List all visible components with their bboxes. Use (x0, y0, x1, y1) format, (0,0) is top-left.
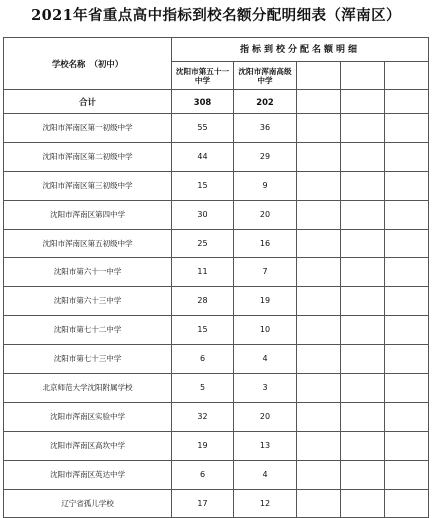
quota-cell: 19 (172, 431, 234, 460)
quota-cell (385, 287, 429, 316)
quota-cell: 29 (234, 142, 297, 171)
school-name-cell: 沈阳市第六十一中学 (4, 258, 172, 287)
school-name-cell: 沈阳市浑南区第四中学 (4, 200, 172, 229)
quota-cell (385, 460, 429, 489)
quota-cell (385, 345, 429, 374)
table-row (4, 229, 429, 258)
quota-cell: 20 (234, 200, 297, 229)
quota-cell (385, 114, 429, 143)
quota-cell (341, 258, 385, 287)
school-name-cell: 沈阳市浑南区第二初级中学 (4, 142, 172, 171)
table-row (4, 171, 429, 200)
quota-cell: 12 (234, 489, 297, 518)
total-value (385, 90, 429, 114)
quota-cell (385, 171, 429, 200)
quota-cell (297, 316, 341, 345)
school-name-cell: 沈阳市浑南区高坎中学 (4, 431, 172, 460)
school-name-cell: 沈阳市浑南区第一初级中学 (4, 114, 172, 143)
quota-cell (297, 374, 341, 403)
quota-cell (297, 489, 341, 518)
table-row (4, 374, 429, 403)
total-row (4, 90, 429, 114)
school-name-cell: 沈阳市浑南区第五初级中学 (4, 229, 172, 258)
quota-cell: 9 (234, 171, 297, 200)
quota-cell (341, 142, 385, 171)
total-label: 合计 (4, 90, 172, 114)
column-header: 沈阳市浑南高级中学 (234, 62, 297, 90)
quota-cell (341, 229, 385, 258)
column-header (297, 62, 341, 90)
quota-cell (341, 489, 385, 518)
quota-cell: 15 (172, 171, 234, 200)
quota-cell (385, 316, 429, 345)
quota-cell (385, 489, 429, 518)
quota-cell: 20 (234, 402, 297, 431)
quota-cell (297, 200, 341, 229)
quota-cell: 44 (172, 142, 234, 171)
quota-cell: 3 (234, 374, 297, 403)
quota-cell: 19 (234, 287, 297, 316)
quota-cell: 30 (172, 200, 234, 229)
quota-cell (385, 374, 429, 403)
quota-cell (297, 345, 341, 374)
total-value (341, 90, 385, 114)
quota-cell: 5 (172, 374, 234, 403)
table-row (4, 460, 429, 489)
column-header (341, 62, 385, 90)
column-header: 沈阳市第五十一中学 (172, 62, 234, 90)
school-name-cell: 沈阳市浑南区实验中学 (4, 402, 172, 431)
school-name-header: 学校名称 （初中） (4, 38, 172, 90)
quota-cell (341, 460, 385, 489)
table-row (4, 402, 429, 431)
quota-cell (341, 171, 385, 200)
quota-cell: 25 (172, 229, 234, 258)
quota-cell: 6 (172, 345, 234, 374)
quota-cell (385, 431, 429, 460)
table-row (4, 258, 429, 287)
quota-cell (297, 258, 341, 287)
total-value (297, 90, 341, 114)
school-name-cell: 沈阳市第七十二中学 (4, 316, 172, 345)
quota-cell (385, 402, 429, 431)
quota-cell (297, 171, 341, 200)
quota-cell (341, 114, 385, 143)
quota-cell (297, 142, 341, 171)
quota-cell: 11 (172, 258, 234, 287)
quota-cell (341, 431, 385, 460)
quota-cell (385, 229, 429, 258)
quota-cell (341, 345, 385, 374)
quota-cell (341, 402, 385, 431)
quota-cell (297, 402, 341, 431)
allocation-table (3, 37, 429, 518)
school-name-cell: 北京师范大学沈阳附属学校 (4, 374, 172, 403)
quota-cell: 28 (172, 287, 234, 316)
column-header (385, 62, 429, 90)
table-row (4, 345, 429, 374)
document-title: 2021年省重点高中指标到校名额分配明细表（浑南区） (31, 7, 401, 24)
school-name-cell: 沈阳市第七十三中学 (4, 345, 172, 374)
allocation-details-header: 指标到校分配名额明细 (172, 38, 429, 62)
school-name-cell: 沈阳市浑南区英达中学 (4, 460, 172, 489)
quota-cell: 32 (172, 402, 234, 431)
table-row (4, 316, 429, 345)
table-row (4, 489, 429, 518)
quota-cell (385, 142, 429, 171)
table-row (4, 142, 429, 171)
quota-cell (341, 287, 385, 316)
total-value: 202 (234, 90, 297, 114)
quota-cell (385, 200, 429, 229)
quota-cell (341, 316, 385, 345)
quota-cell: 4 (234, 460, 297, 489)
quota-cell: 4 (234, 345, 297, 374)
table-row (4, 287, 429, 316)
header-row-1 (4, 38, 429, 62)
total-value: 308 (172, 90, 234, 114)
quota-cell (341, 374, 385, 403)
school-name-cell: 沈阳市第六十三中学 (4, 287, 172, 316)
table-row (4, 431, 429, 460)
quota-cell (297, 431, 341, 460)
table-row (4, 200, 429, 229)
quota-cell (341, 200, 385, 229)
quota-cell: 6 (172, 460, 234, 489)
quota-cell (297, 229, 341, 258)
quota-cell: 7 (234, 258, 297, 287)
school-name-cell: 辽宁省孤儿学校 (4, 489, 172, 518)
quota-cell: 16 (234, 229, 297, 258)
quota-cell: 15 (172, 316, 234, 345)
quota-cell: 10 (234, 316, 297, 345)
quota-cell (297, 460, 341, 489)
quota-cell (297, 287, 341, 316)
school-name-cell: 沈阳市浑南区第三初级中学 (4, 171, 172, 200)
quota-cell: 13 (234, 431, 297, 460)
table-row (4, 114, 429, 143)
quota-cell: 55 (172, 114, 234, 143)
quota-cell (385, 258, 429, 287)
quota-cell: 17 (172, 489, 234, 518)
quota-cell: 36 (234, 114, 297, 143)
quota-cell (297, 114, 341, 143)
